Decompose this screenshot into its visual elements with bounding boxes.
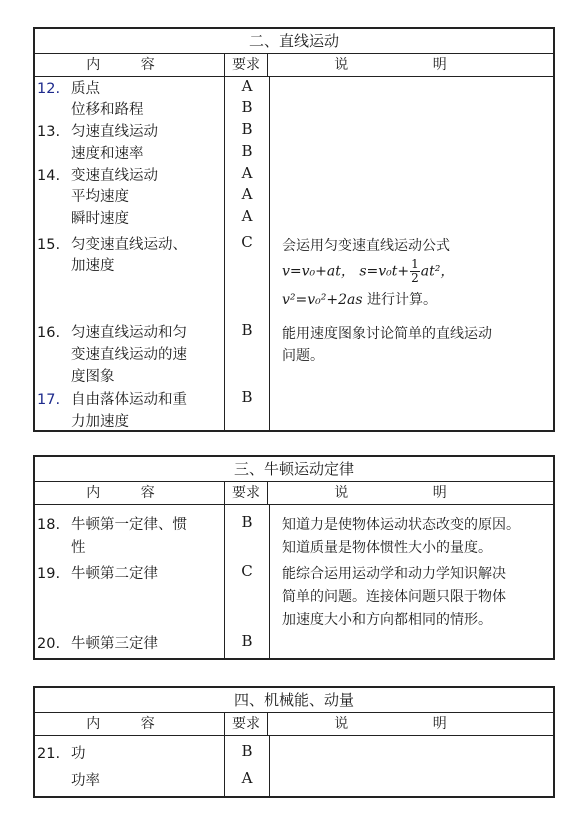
item-17b: 力加速度 — [71, 414, 129, 430]
note-16-line1: 能用速度图象讨论简单的直线运动 — [282, 326, 492, 342]
item-16c: 度图象 — [71, 369, 115, 385]
note-19-line2: 简单的问题。连接体问题只限于物体 — [282, 589, 506, 605]
item-18b: 性 — [71, 540, 86, 556]
formula-15-line1: v=v₀+at， s=v₀t+ $\frac{1}{2}$ at²， — [282, 257, 455, 285]
header-explanation: 说 明 — [334, 716, 487, 732]
table-body — [35, 77, 553, 430]
item-17: 17. 自由落体运动和重 — [37, 392, 187, 408]
content-column — [35, 505, 224, 658]
note-16-line2: 问题。 — [282, 348, 324, 364]
header-content: 内 容 — [86, 485, 173, 501]
item-13: 13. 匀速直线运动 — [37, 124, 158, 140]
table-body — [35, 736, 553, 796]
item-16b: 变速直线运动的速 — [71, 347, 187, 363]
req-21b: A — [241, 769, 253, 787]
note-19-line3: 加速度大小和方向都相同的情形。 — [282, 612, 492, 628]
note-18-line1: 知道力是使物体运动状态改变的原因。 — [282, 517, 520, 533]
item-18: 18. 牛顿第一定律、惯 — [37, 517, 187, 533]
item-21b: 功率 — [71, 773, 100, 789]
item-15b: 加速度 — [71, 258, 115, 274]
item-16: 16. 匀速直线运动和匀 — [37, 325, 187, 341]
item-14b: 平均速度 — [71, 189, 129, 205]
req-13: B — [241, 120, 253, 138]
section-title: 四、机械能、动量 — [35, 688, 553, 713]
header-requirement: 要求 — [224, 54, 268, 76]
item-12b: 位移和路程 — [71, 102, 144, 118]
req-13b: B — [241, 142, 253, 160]
item-12: 12. 质点 — [37, 81, 100, 97]
req-17: B — [241, 388, 253, 406]
item-20: 20. 牛顿第三定律 — [37, 636, 158, 652]
note-19-line1: 能综合运用运动学和动力学知识解决 — [282, 566, 506, 582]
item-19: 19. 牛顿第二定律 — [37, 566, 158, 582]
req-16: B — [241, 321, 253, 339]
req-12b: B — [241, 98, 253, 116]
req-15: C — [241, 233, 253, 251]
req-14: A — [241, 164, 253, 182]
table-body — [35, 505, 553, 658]
item-14c: 瞬时速度 — [71, 211, 129, 227]
section-linear-motion — [33, 27, 555, 432]
req-21: B — [241, 742, 253, 760]
header-explanation: 说 明 — [334, 57, 487, 73]
requirement-column — [224, 736, 270, 796]
req-12: A — [241, 77, 253, 95]
req-14b: A — [241, 185, 253, 203]
requirement-column — [224, 505, 270, 658]
section-title: 二、直线运动 — [35, 29, 553, 54]
item-15: 15. 匀变速直线运动、 — [37, 237, 187, 253]
content-column — [35, 736, 224, 796]
formula-15-line2: v²=v₀²+2as 进行计算。 — [282, 292, 438, 308]
table-header — [35, 54, 553, 77]
section-title: 三、牛顿运动定律 — [35, 457, 553, 482]
note-18-line2: 知道质量是物体惯性大小的量度。 — [282, 540, 492, 556]
content-column — [35, 77, 224, 430]
explanation-column — [270, 77, 553, 430]
req-18: B — [241, 513, 253, 531]
item-21: 21. 功 — [37, 746, 86, 762]
header-content: 内 容 — [86, 57, 173, 73]
explanation-column — [270, 505, 553, 658]
header-requirement: 要求 — [224, 482, 268, 504]
item-13b: 速度和速率 — [71, 146, 144, 162]
req-19: C — [241, 562, 253, 580]
header-explanation: 说 明 — [334, 485, 487, 501]
item-14: 14. 变速直线运动 — [37, 168, 158, 184]
req-14c: A — [241, 207, 253, 225]
req-20: B — [241, 632, 253, 650]
table-header — [35, 713, 553, 736]
note-15: 会运用匀变速直线运动公式 — [282, 238, 450, 254]
section-energy-momentum — [33, 686, 555, 798]
table-header — [35, 482, 553, 505]
requirement-column — [224, 77, 270, 430]
section-newton-laws — [33, 455, 555, 660]
explanation-column — [270, 736, 553, 796]
header-requirement: 要求 — [224, 713, 268, 735]
fraction: $\frac{1}{2}$ — [411, 257, 419, 285]
header-content: 内 容 — [86, 716, 173, 732]
